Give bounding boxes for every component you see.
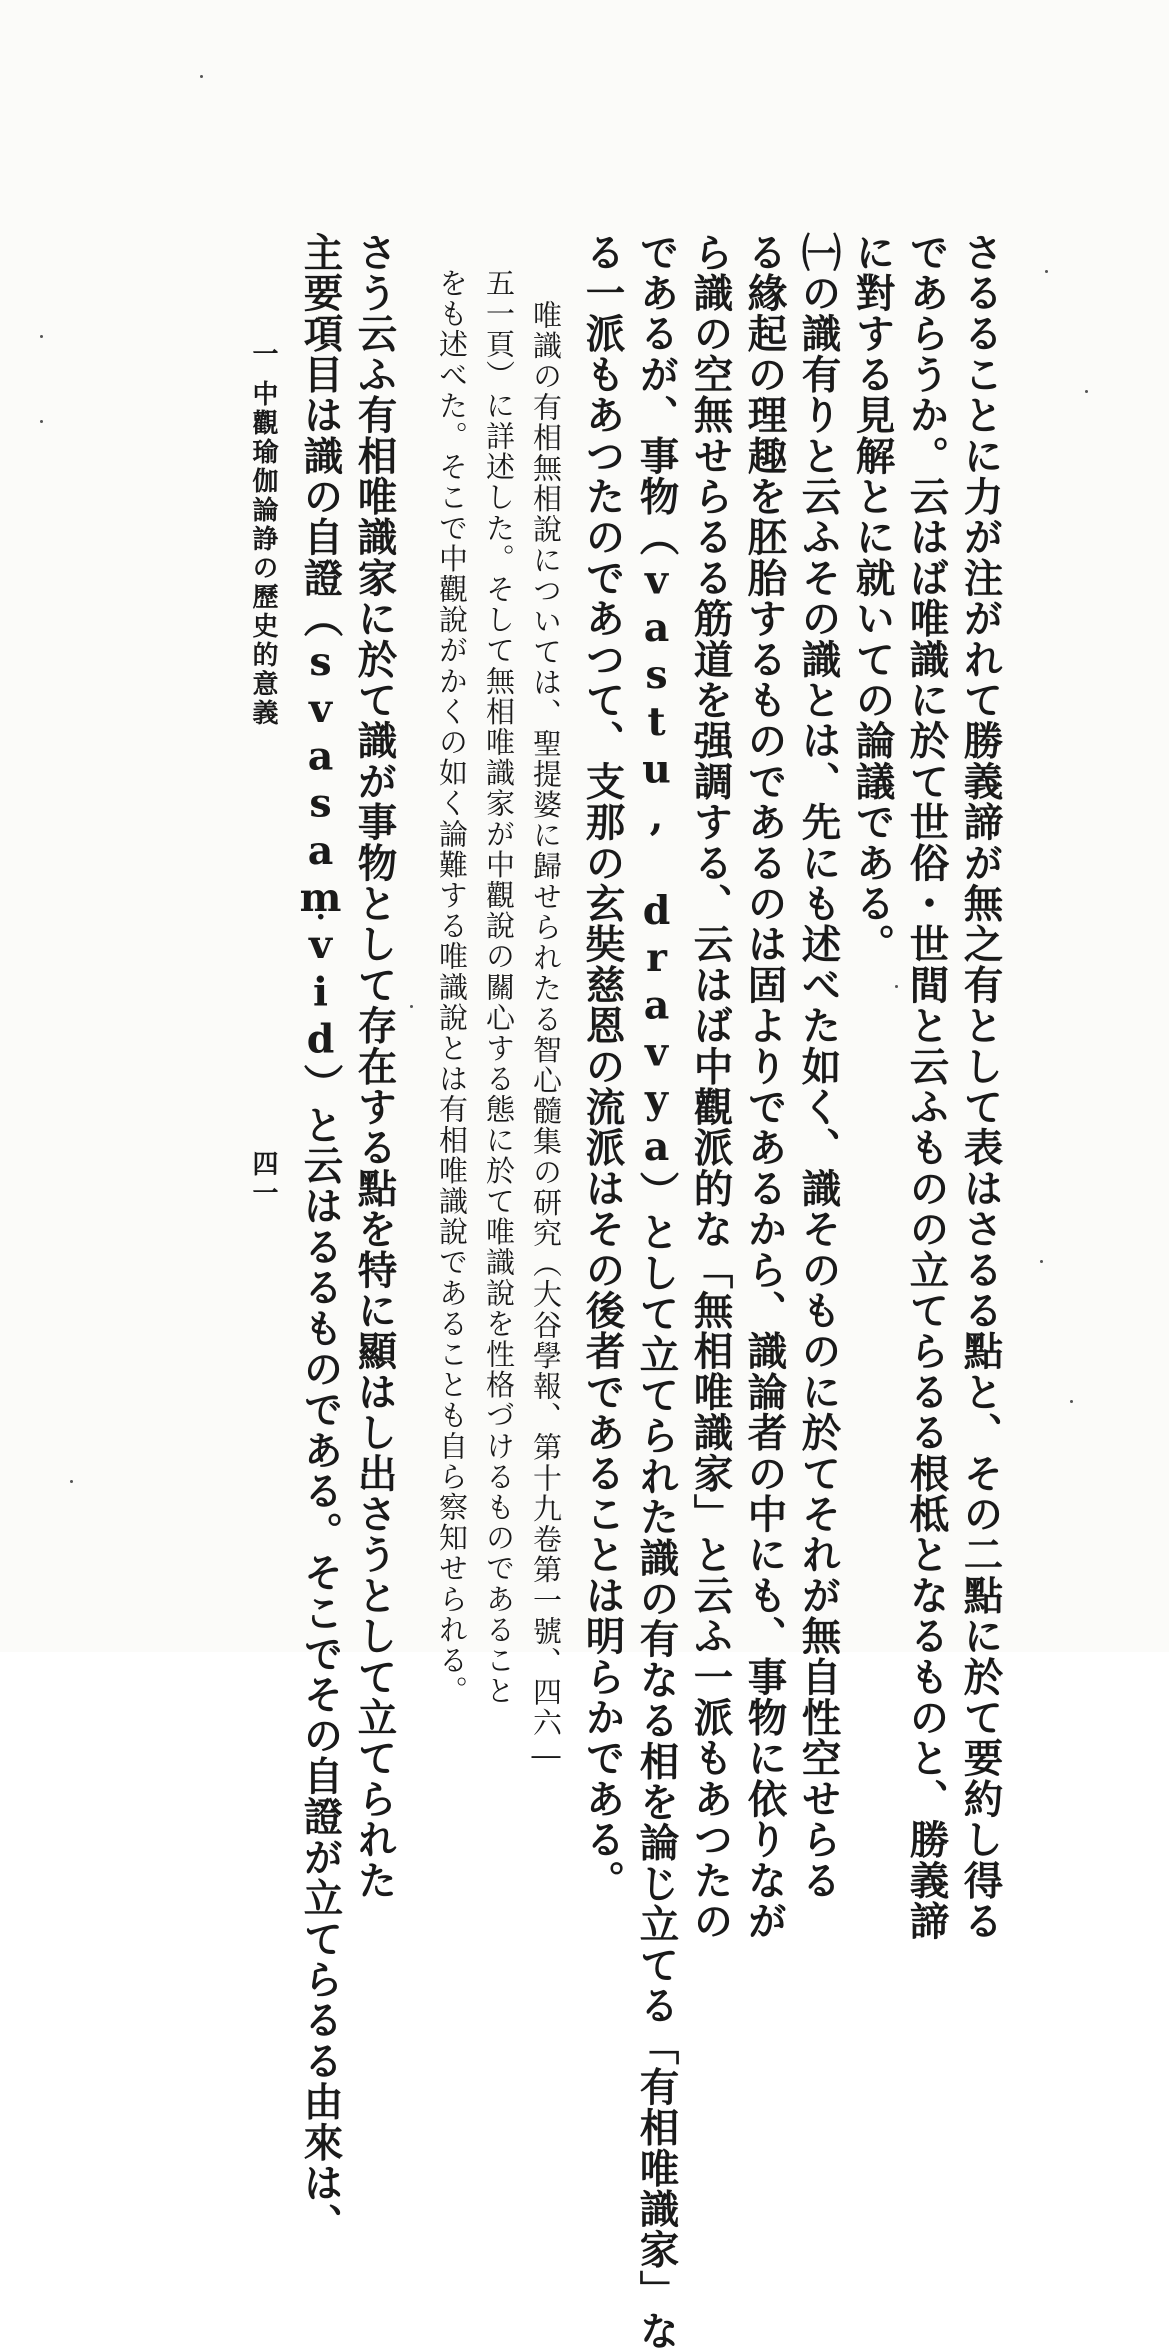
scan-speck [1085, 390, 1088, 393]
note-column-3: をも述べた。そこで中觀說がかくの如く論難する唯識說とは有相唯識說であることも自ら察知せられる。 [435, 268, 469, 1707]
page-number: 四一 [248, 1150, 278, 1208]
text-column-4: ㈠の識有りと云ふその識とは、先にも述べた如く、識そのものに於てそれが無自性空せらる [795, 232, 842, 1901]
text-column-10: 主要項目は識の自證（svasaṃvid）と云はるるものである。そこでその自證が立てらるる由來は、 [297, 232, 344, 2245]
running-header-title: 中觀瑜伽論諍の歷史的意義 [248, 380, 278, 728]
text-column-7: であるが、事物（vastu, dravya）として立てられた識の有なる相を論じ立てる「有相唯識家」な [633, 232, 680, 2352]
running-header-number: 一 [248, 340, 278, 369]
note-column-2: 五一頁）に詳述した。そして無相唯識家が中觀說の關心する態に於て唯識說を性格づけるものであること [482, 268, 516, 1707]
note-column-1: 唯識の有相無相說については、聖提婆に歸せられたる智心髓集の研究（大谷學報、第十九卷第一號、四六― [529, 300, 563, 1774]
scan-speck [895, 985, 898, 988]
scan-speck [200, 75, 203, 78]
scan-speck [40, 420, 43, 423]
text-column-6: ら識の空無せらるる筋道を强調する、云はば中觀派的な「無相唯識家」と云ふ一派もあつたの [687, 232, 734, 1942]
scan-speck [40, 335, 43, 338]
text-column-1: さるることに力が注がれて勝義諦が無之有として表はさるる點と、その二點に於て要約し得る [957, 232, 1004, 1942]
text-column-2: であらうか。云はば唯識に於て世俗・世間と云ふものの立てらるる根柢となるものと、勝義諦 [903, 232, 950, 1942]
scan-speck [1045, 270, 1048, 273]
text-column-3: に對する見解とに就いての論議である。 [849, 232, 896, 965]
text-column-5: る緣起の理趣を胚胎するものであるのは固よりであるから、識論者の中にも、事物に依りなが [741, 232, 788, 1942]
scan-speck [1040, 1260, 1043, 1263]
scan-speck [1070, 1400, 1073, 1403]
text-column-9: さう云ふ有相唯識家に於て識が事物として存在する點を特に顯はし出さうとして立てられた [351, 232, 398, 1901]
scan-speck [70, 1480, 73, 1483]
scan-speck [410, 1005, 413, 1008]
text-column-8: る一派もあつたのであつて、支那の玄奘慈恩の流派はその後者であることは明らかである。 [579, 232, 626, 1901]
